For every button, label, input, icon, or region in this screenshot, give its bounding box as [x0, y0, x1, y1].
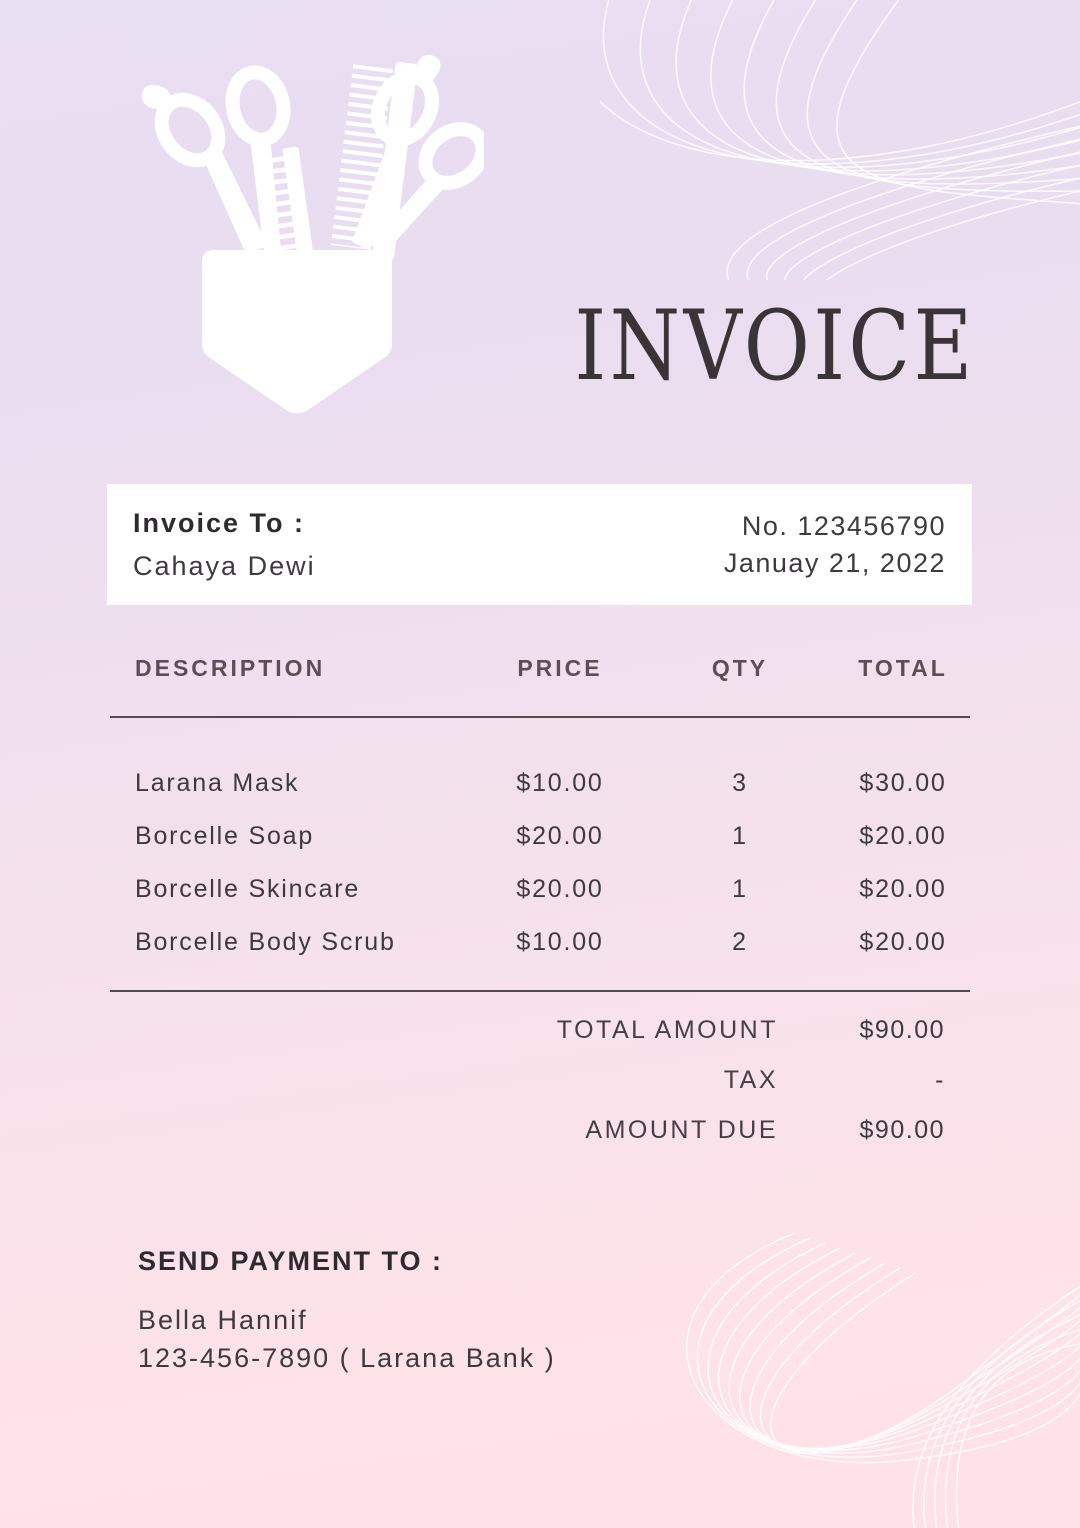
invoice-header-band	[107, 484, 972, 605]
item-price: $20.00	[516, 875, 604, 903]
item-qty: 2	[732, 928, 748, 956]
wave-lines-decoration-bottom	[680, 1228, 1080, 1528]
item-qty: 3	[732, 769, 748, 797]
item-price: $10.00	[516, 769, 604, 797]
item-total: $20.00	[859, 822, 947, 850]
invoice-number: No. 123456790	[741, 510, 946, 541]
payment-section	[138, 1246, 556, 1377]
summary-label: AMOUNT DUE	[585, 1115, 778, 1144]
wave-lines-decoration-top	[600, 0, 1080, 280]
invoice-meta-block	[724, 508, 946, 582]
item-price: $10.00	[516, 928, 604, 956]
item-total: $20.00	[859, 875, 947, 903]
summary-row	[110, 1105, 945, 1155]
column-header-total: TOTAL	[858, 654, 948, 681]
table-row	[110, 863, 970, 916]
table-row	[110, 757, 970, 810]
table-divider	[110, 716, 970, 718]
item-total: $20.00	[859, 928, 947, 956]
item-qty: 1	[732, 875, 748, 903]
send-payment-to-label: SEND PAYMENT TO :	[138, 1246, 444, 1276]
page-title: INVOICE	[574, 290, 976, 402]
summary-value: $90.00	[859, 1115, 945, 1144]
invoice-to-block	[133, 508, 316, 582]
client-name: Cahaya Dewi	[133, 550, 316, 581]
invoice-to-label: Invoice To :	[133, 507, 306, 538]
table-body	[110, 757, 970, 969]
summary-label: TOTAL AMOUNT	[556, 1015, 778, 1044]
table-header-row	[110, 648, 970, 688]
summary-value: $90.00	[859, 1015, 945, 1044]
items-table	[110, 648, 970, 1155]
item-price: $20.00	[516, 822, 604, 850]
summary-label: TAX	[723, 1065, 778, 1094]
invoice-date: Januay 21, 2022	[723, 547, 946, 578]
summary-row	[110, 1005, 945, 1055]
salon-tools-pocket-icon	[118, 38, 484, 436]
item-description: Larana Mask	[135, 769, 300, 797]
summary-value: -	[935, 1065, 945, 1094]
column-header-description: DESCRIPTION	[135, 654, 326, 681]
item-description: Borcelle Body Scrub	[135, 928, 396, 956]
item-description: Borcelle Soap	[135, 822, 315, 850]
column-header-price: PRICE	[517, 654, 603, 681]
summary-section	[110, 1005, 970, 1155]
payee-name: Bella Hannif	[138, 1305, 308, 1335]
pocket-shape	[202, 250, 392, 414]
item-qty: 1	[732, 822, 748, 850]
payee-account: 123-456-7890 ( Larana Bank )	[138, 1343, 556, 1373]
summary-row	[110, 1055, 945, 1105]
table-row	[110, 810, 970, 863]
table-row	[110, 916, 970, 969]
table-divider	[110, 990, 970, 992]
item-description: Borcelle Skincare	[135, 875, 361, 903]
item-total: $30.00	[859, 769, 947, 797]
column-header-qty: QTY	[711, 654, 769, 681]
